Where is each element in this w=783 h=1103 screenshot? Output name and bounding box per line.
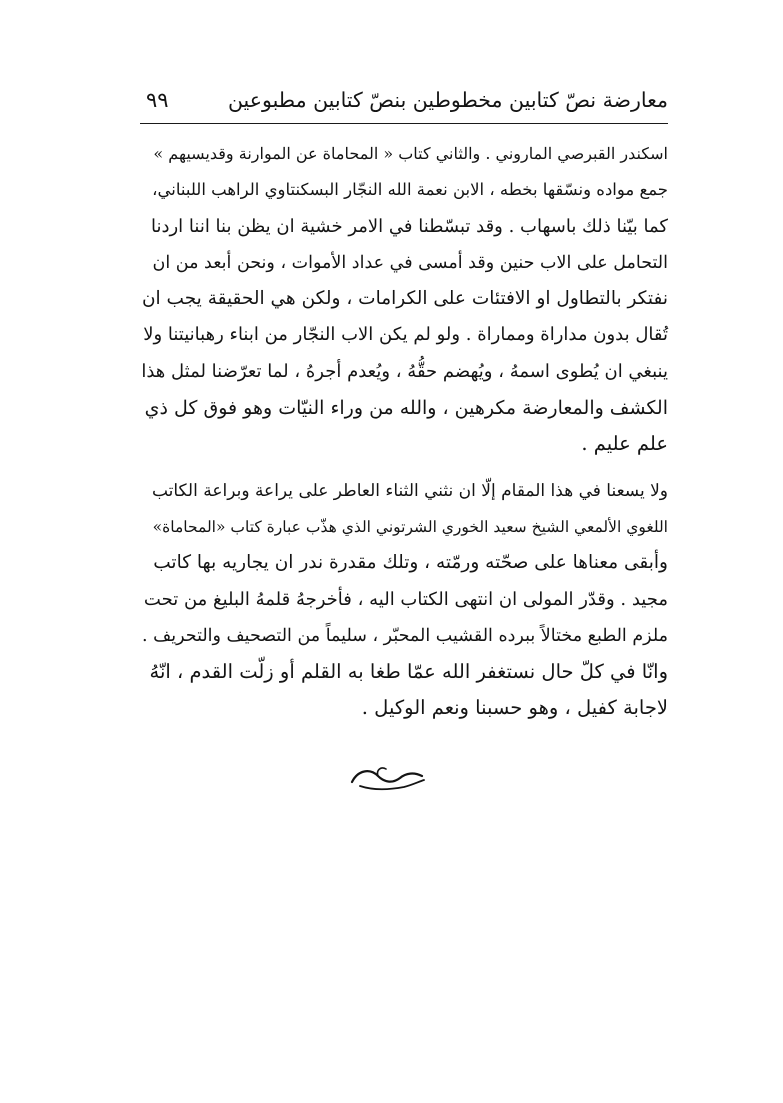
- text-line: علم عليم .: [581, 432, 668, 456]
- running-title: معارضة نصّ كتابين مخطوطين بنصّ كتابين مطبوعين: [227, 88, 668, 112]
- text-line: نفتكر بالتطاول او الافتئات على الكرامات ، ولكن هي الحقيقة يجب ان: [141, 288, 668, 310]
- page-header: [140, 86, 668, 116]
- text-line: جمع مواده ونسّقها بخطه ، الابن نعمة الله النجّار البسكنتاوي الراهب اللبناني،: [152, 180, 668, 200]
- text-line: الكشف والمعارضة مكرهين ، والله من وراء النيّات وهو فوق كل ذي: [144, 397, 668, 420]
- text-line: اسكندر القبرصي الماروني . والثاني كتاب « المحاماة عن الموارنة وقديسيهم »: [153, 144, 668, 163]
- body-text: [140, 136, 668, 727]
- text-line: وانّا في كلّ حال نستغفر الله عمّا طغا به القلم أو زلّت القدم ، انّهُ: [149, 660, 668, 684]
- paragraph-3: [140, 654, 668, 727]
- text-line: كما بيّنا ذلك باسهاب . وقد تبسّطنا في الامر خشية ان يظن بنا اننا اردنا: [150, 215, 668, 237]
- text-line: ملزم الطبع مختالاً ببرده القشيب المحبّر ، سليماً من التصحيف والتحريف .: [142, 625, 668, 646]
- text-line: ولا يسعنا في هذا المقام إلّا ان نثني الثناء العاطر على يراعة وبراعة الكاتب: [151, 480, 668, 501]
- paragraph-1: [140, 136, 668, 463]
- header-rule: [140, 123, 668, 124]
- end-ornament-icon: [348, 760, 428, 796]
- text-line: اللغوي الألمعي الشيخ سعيد الخوري الشرتوني الذي هذّب عبارة كتاب «المحاماة»: [152, 517, 668, 536]
- paragraph-2: [140, 473, 668, 654]
- page-number: ٩٩: [146, 88, 169, 112]
- text-line: لاجابة كفيل ، وهو حسبنا ونعم الوكيل .: [361, 696, 668, 720]
- text-line: تُقال بدون مداراة ومماراة . ولو لم يكن الاب النجّار من ابناء رهبانيتنا ولا: [143, 324, 668, 346]
- paragraph-gap: [140, 463, 668, 473]
- text-line: التحامل على الاب حنين وقد أمسى في عداد الأموات ، ونحن أبعد من ان: [152, 252, 668, 273]
- text-line: ينبغي ان يُطوى اسمهُ ، ويُهضم حقُّهُ ، ويُعدم أجرهُ ، لما تعرّضنا لمثل هذا: [141, 360, 668, 382]
- text-line: وأبقى معناها على صحّته ورمّته ، وتلك مقدرة ندر ان يجاريه بها كاتب: [153, 552, 668, 574]
- text-line: مجيد . وقدّر المولى ان انتهى الكتاب اليه ، فأخرجهُ قلمهُ البليغ من تحت: [143, 588, 668, 610]
